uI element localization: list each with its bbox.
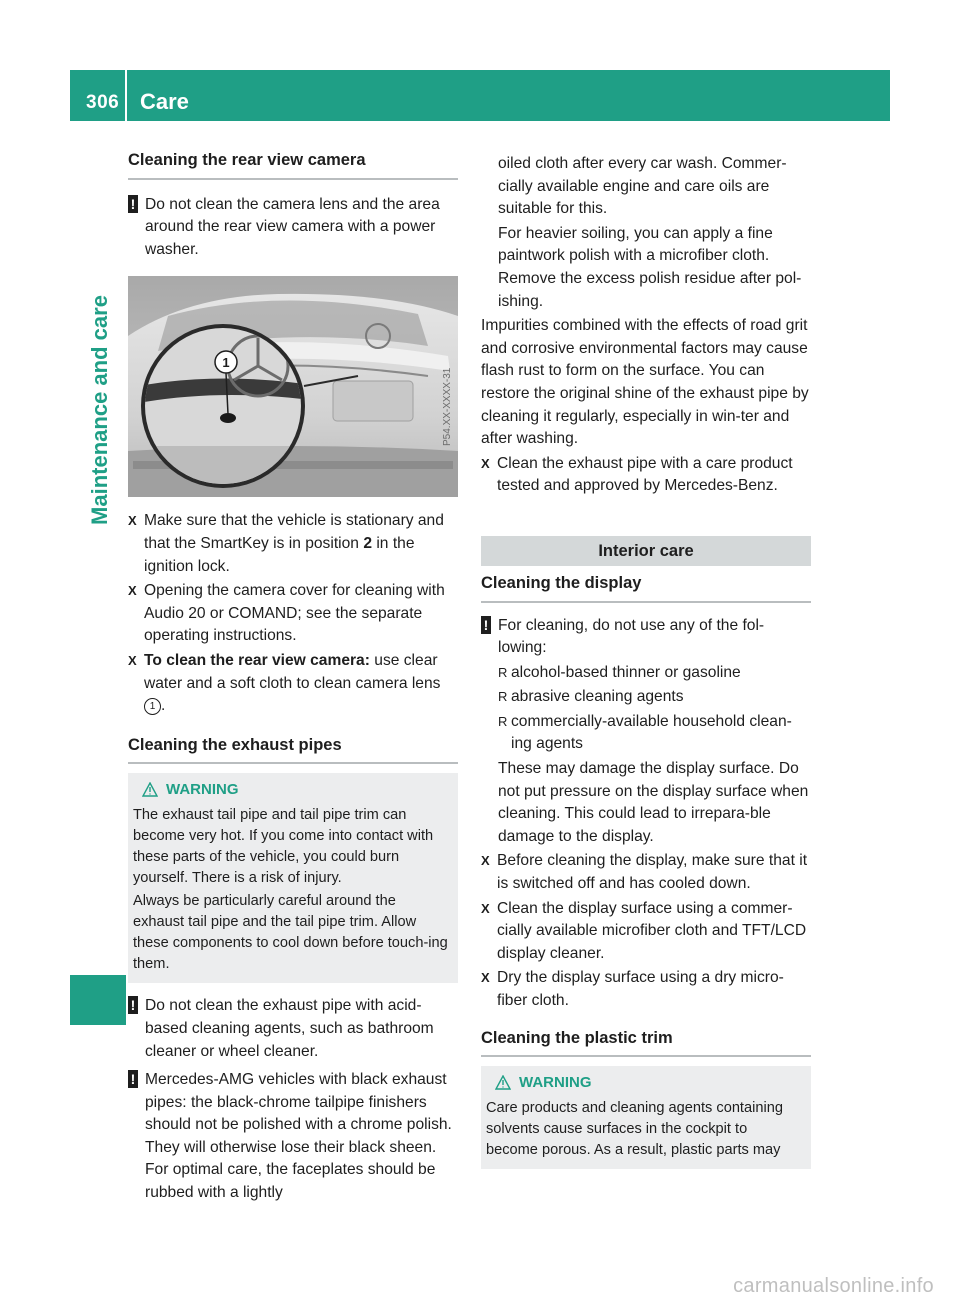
warning-triangle-icon	[142, 782, 158, 797]
rear-camera-photo	[128, 276, 458, 497]
camera-note-text: Do not clean the camera lens and the area around the rear view camera with a power washer.	[145, 195, 440, 258]
display-step-2: X Clean the display surface using a commer-cially available microfiber cloth and TFT/LCD display cleaner.	[481, 899, 807, 962]
page-number: 306	[86, 92, 120, 113]
side-tab	[84, 140, 116, 680]
bullet-icon: R	[498, 664, 508, 680]
camera-step-2: X Opening the camera cover for cleaning with Audio 20 or COMAND; see the separate operating instructions.	[128, 582, 445, 645]
exclamation-icon: !	[481, 616, 491, 634]
photo-code: P54.XX-XXXX-31	[442, 368, 453, 447]
arrow-icon: X	[128, 513, 137, 529]
arrow-icon: X	[481, 900, 490, 916]
arrow-icon: X	[481, 455, 490, 471]
display-bullet-2: R abrasive cleaning agents	[481, 686, 811, 709]
plastic-warning-text: Care products and cleaning agents containing solvents cause surfaces in the cockpit to become porous. As a result, plastic parts may	[486, 1100, 783, 1159]
watermark: carmanualsonline.info	[733, 1275, 934, 1297]
header-bar	[70, 70, 890, 121]
exhaust-note-continued: oiled cloth after every car wash. Commer-cially available engine and care oils are suitable for this.	[498, 155, 787, 218]
bullet-icon: R	[498, 713, 508, 729]
display-note: ! For cleaning, do not use any of the fol-lowing:	[481, 615, 811, 660]
exhaust-step-1: X Clean the exhaust pipe with a care product tested and approved by Mercedes-Benz.	[481, 454, 793, 495]
header-divider	[125, 70, 127, 121]
arrow-icon: X	[481, 853, 490, 869]
right-column	[481, 153, 811, 1169]
exhaust-note-2: ! Mercedes-AMG vehicles with black exhaust pipes: the black-chrome tailpipe finishers should not be polished with a chrome polish. They will otherwise lose their black sheen. For optimal care, the faceplates should be rubbed with a lightly	[128, 1069, 458, 1205]
exclamation-icon: !	[128, 996, 138, 1014]
arrow-icon: X	[481, 970, 490, 986]
chapter-title: Care	[140, 89, 189, 114]
display-bullet-3: R commercially-available household clean-ing agents	[498, 712, 792, 753]
warning-text-2: Always be particularly careful around the exhaust tail pipe and the tail pipe trim. Allow these components to cool down before touch-ing them.	[133, 893, 448, 973]
plastic-warning-box	[481, 1066, 811, 1169]
left-column	[128, 149, 458, 1205]
camera-step-1: X Make sure that the vehicle is stationary and that the SmartKey is in position 2 in the ignition lock.	[128, 512, 444, 575]
plastic-trim-heading: Cleaning the plastic trim	[481, 1027, 811, 1058]
display-note-end: These may damage the display surface. Do not put pressure on the display surface when cleaning. This could lead to irrepara-ble damage to the display.	[498, 760, 809, 845]
display-step-1: X Before cleaning the display, make sure that it is switched off and has cooled down.	[481, 852, 808, 893]
arrow-icon: X	[128, 652, 137, 668]
side-tab-label: Maintenance and care	[87, 295, 112, 525]
side-tab-marker	[70, 975, 126, 1025]
camera-step-3: X To clean the rear view camera: use clear water and a soft cloth to clean camera lens 1 .	[128, 651, 441, 715]
warning-triangle-icon	[495, 1075, 511, 1090]
exhaust-warning-box	[128, 773, 458, 983]
warning-title: WARNING	[133, 779, 450, 800]
flash-rust-paragraph: Impurities combined with the effects of road grit and corrosive environmental factors may cause flash rust to form on the surface. You can restore the original shine of the exhaust pipe by cleaning it regularly, especially in win-ter and after washing.	[481, 317, 809, 448]
exhaust-note-1: ! Do not clean the exhaust pipe with acid-based cleaning agents, such as bathroom cleaner or wheel cleaner.	[128, 995, 458, 1063]
exclamation-icon: !	[128, 1070, 138, 1088]
display-bullet-1: R alcohol-based thinner or gasoline	[481, 662, 811, 685]
arrow-icon: X	[128, 583, 137, 599]
exhaust-note-heavy-soiling: For heavier soiling, you can apply a fine paintwork polish with a microfiber cloth. Remove the excess polish residue after pol-ishing.	[498, 224, 802, 310]
exclamation-icon: !	[128, 195, 138, 213]
photo-callout-1: 1	[222, 355, 230, 371]
bullet-icon: R	[498, 689, 508, 705]
car-rear-illustration	[128, 276, 458, 497]
display-step-3: X Dry the display surface using a dry micro-fiber cloth.	[481, 969, 784, 1009]
exhaust-heading: Cleaning the exhaust pipes	[128, 734, 458, 765]
camera-note	[128, 194, 458, 262]
callout-1-icon: 1	[144, 698, 161, 715]
rear-camera-heading: Cleaning the rear view camera	[128, 149, 458, 180]
warning-title: WARNING	[486, 1072, 803, 1093]
display-heading: Cleaning the display	[481, 572, 811, 603]
interior-care-band: Interior care	[481, 536, 811, 566]
warning-text-1: The exhaust tail pipe and tail pipe trim can become very hot. If you come into contact with these parts of the vehicle, you could burn yourself. There is a risk of injury.	[133, 807, 434, 887]
